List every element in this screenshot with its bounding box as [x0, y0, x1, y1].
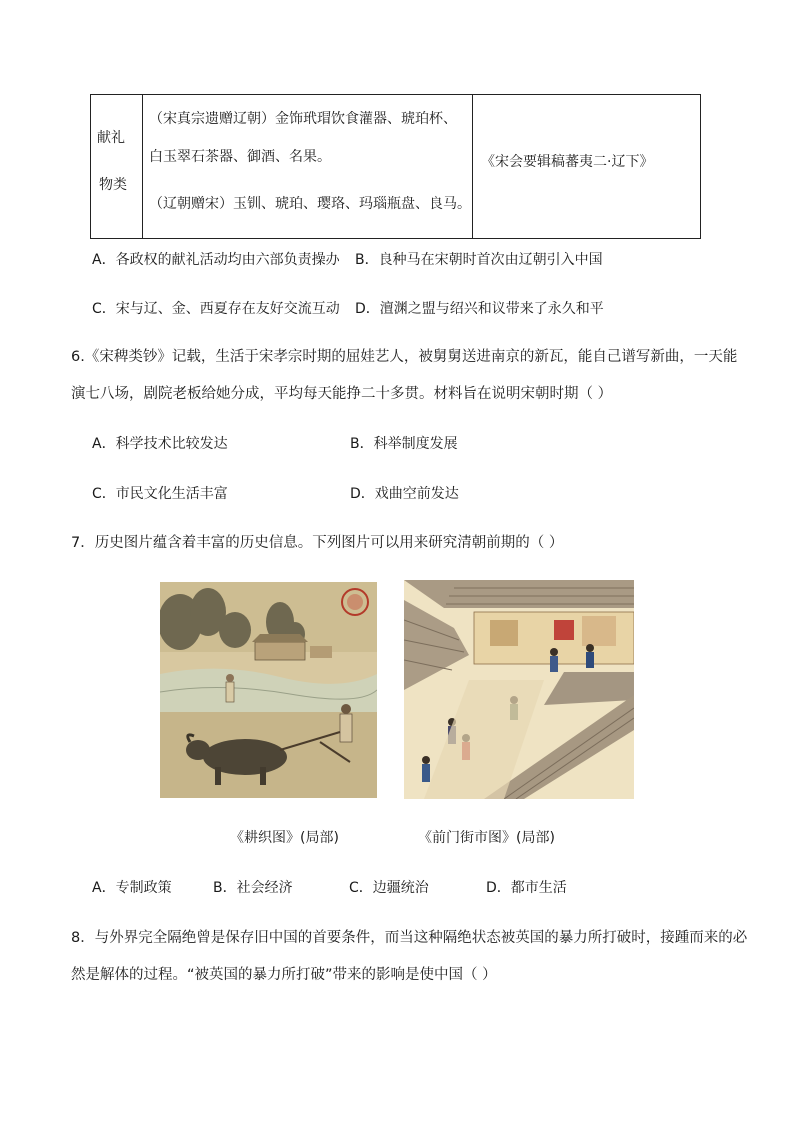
q7-stem: 7．历史图片蕴含着丰富的历史信息。下列图片可以用来研究清朝前期的（ ） — [71, 535, 564, 551]
market-street-painting-image — [404, 580, 634, 799]
content-line3: （辽朝赠宋）玉钏、琥珀、璎珞、玛瑙瓶盘、良马。 — [149, 196, 471, 212]
q7-option-b[interactable]: B．社会经济 — [213, 880, 293, 896]
q6-option-d[interactable]: D．戏曲空前发达 — [350, 486, 459, 502]
q5-option-d[interactable]: D．澶渊之盟与绍兴和议带来了永久和平 — [355, 301, 604, 317]
table-content-cell — [143, 95, 473, 238]
table-source-cell — [473, 95, 700, 238]
caption-farming-painting: 《耕织图》(局部) — [230, 830, 339, 846]
q7-option-c[interactable]: C．边疆统治 — [349, 880, 429, 896]
q7-option-d[interactable]: D．都市生活 — [486, 880, 567, 896]
caption-market-painting: 《前门街市图》(局部) — [418, 830, 555, 846]
q6-stem-line1: 6.《宋稗类钞》记载，生活于宋孝宗时期的屈娃艺人，被舅舅送进南京的新瓦，能自己谱写新曲，一天能 — [71, 349, 738, 365]
table-row-header — [91, 95, 143, 238]
q6-option-a[interactable]: A．科学技术比较发达 — [92, 436, 228, 452]
q5-option-a[interactable]: A．各政权的献礼活动均由六部负责操办 — [92, 252, 340, 268]
row-header-line2: 物类 — [99, 177, 127, 193]
q6-option-b[interactable]: B．科举制度发展 — [350, 436, 458, 452]
content-line2: 白玉翠石茶器、御酒、名果。 — [149, 149, 331, 165]
q7-option-a[interactable]: A．专制政策 — [92, 880, 172, 896]
q6-stem-line2: 演七八场，剧院老板给她分成，平均每天能挣二十多贯。材料旨在说明宋朝时期（ ） — [71, 386, 613, 402]
content-line1: （宋真宗遗赠辽朝）金饰玳瑁饮食灌器、琥珀杯、 — [149, 111, 457, 127]
farming-painting-image — [160, 582, 377, 798]
source-citation: 《宋会要辑稿蕃夷二·辽下》 — [481, 154, 654, 170]
q6-option-c[interactable]: C．市民文化生活丰富 — [92, 486, 228, 502]
row-header-line1: 献礼 — [97, 130, 125, 146]
q8-stem-line1: 8．与外界完全隔绝曾是保存旧中国的首要条件，而当这种隔绝状态被英国的暴力所打破时，接踵而来的必 — [71, 930, 748, 946]
q5-option-b[interactable]: B．良种马在宋朝时首次由辽朝引入中国 — [355, 252, 603, 268]
q8-stem-line2: 然是解体的过程。“被英国的暴力所打破”带来的影响是使中国（ ） — [71, 967, 497, 983]
q5-option-c[interactable]: C．宋与辽、金、西夏存在友好交流互动 — [92, 301, 340, 317]
gift-table — [90, 94, 701, 239]
